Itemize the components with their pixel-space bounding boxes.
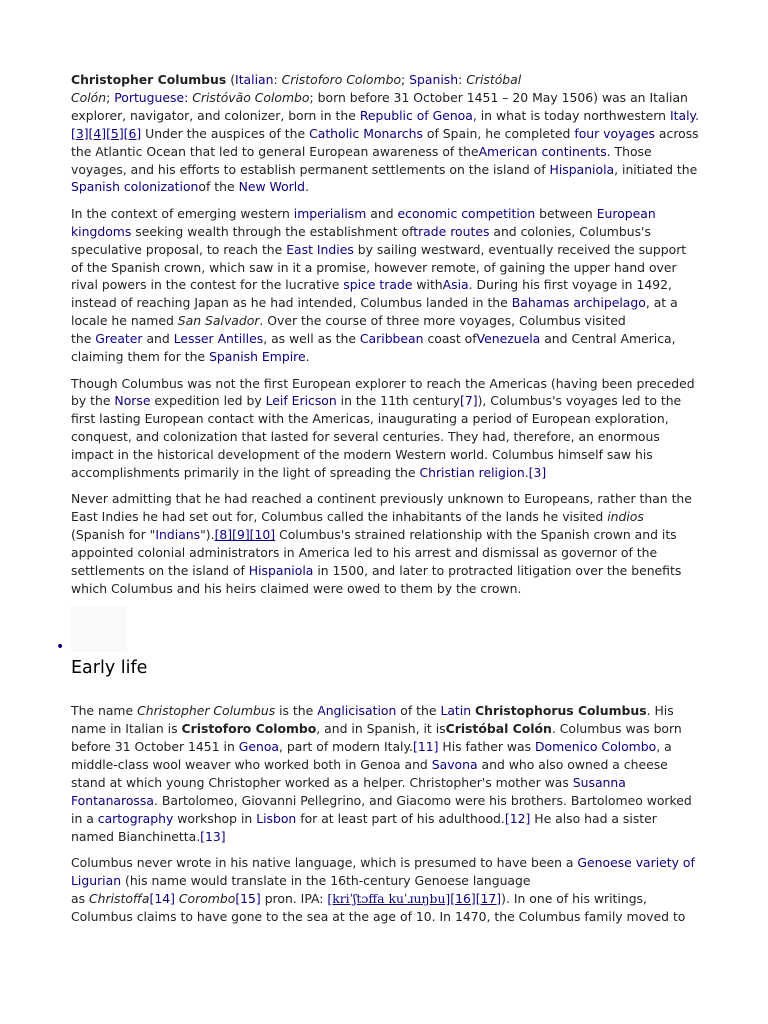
text-run: Corombo [178,890,236,906]
text-run: : [458,72,467,87]
wiki-link[interactable]: Norse [114,393,151,409]
text-run: Never admitting that he had reached a continent previously unknown to Europeans, rather than the East Indies he had set out for, Columbus called the inhabitants of the lands he visited [71,491,692,525]
text-run: . [695,107,700,123]
wiki-link[interactable]: Portuguese [114,89,185,105]
wiki-link[interactable]: Genoese variety of Ligurian [71,855,695,889]
paragraph [71,490,701,597]
text-run: . [305,349,310,365]
text-run: Christoffa [89,890,150,906]
wiki-link[interactable]: European kingdoms [71,205,656,239]
list-bullet: • [56,639,65,656]
wiki-link[interactable]: Savona [431,757,478,773]
text-run: Columbus's strained relationship with the Spanish crown and its appointed colonial administrators in America led to his arrest and dismissal as governor of the settlements on the island of [71,527,677,579]
wiki-link[interactable]: [7] [460,393,478,409]
text-run: Though Columbus was not the first European explorer to reach the Americas (having been preceded by the [71,375,695,409]
text-run: , as well as the [263,331,360,347]
text-run: by sailing westward, eventually received the support of the Spanish crown, which saw in it a promise, however remote, of gaining the upper hand over rival powers in the contest for the lucrative [71,241,687,293]
text-run: as [71,890,89,906]
wiki-link[interactable]: Lesser Antilles [173,331,264,347]
article-body [56,71,701,934]
text-run: and who also owned a cheese stand at which young Christopher worked as a helper. Christopher's mother was [71,757,668,790]
text-run: Christophorus Columbus [475,703,647,719]
text-run: (Spanish for " [71,527,156,543]
text-run: Cristóbal [466,72,522,87]
text-run: , and in Spanish, it is [316,721,446,737]
text-run: , initiated the [614,161,698,177]
wiki-link[interactable]: [15] [235,890,261,906]
text-run: in the 11th century [336,393,461,409]
wiki-link[interactable]: Asia [442,277,469,293]
text-run: Colón [71,89,107,105]
wiki-link[interactable]: Lisbon [256,810,297,826]
paragraph [71,375,701,482]
text-run: He also had a sister named Bianchinetta. [71,810,657,844]
wiki-link[interactable]: East Indies [286,241,354,257]
text-run: Cristóvão Colombo [192,89,310,105]
text-run: coast of [423,331,477,347]
wiki-link[interactable]: Christian religion [419,465,525,481]
wiki-link[interactable]: Bahamas archipelago [511,295,646,311]
wiki-link[interactable]: [11] [413,739,439,755]
wiki-link[interactable]: Anglicisation [317,703,397,719]
text-run: San Salvador [177,313,260,329]
wiki-link[interactable]: [16][17] [450,890,502,906]
text-run: , at a locale he named [71,295,678,329]
wiki-link[interactable]: Hispaniola [248,563,314,579]
text-run: ; [401,72,410,87]
text-run: ). In one of his writings, Columbus claims to have gone to the sea at the age of 10. In 1470, the Columbus family moved to [71,890,686,924]
text-run: of Spain, he completed [422,125,575,141]
wiki-link[interactable]: [12] [504,810,531,826]
wiki-link[interactable]: : [184,89,193,105]
wiki-link[interactable]: Hispaniola [549,161,615,177]
image-placeholder [71,606,127,652]
text-run: and Central America, claiming them for the [71,331,676,365]
text-run: ; [106,89,115,105]
wiki-link[interactable]: Latin [440,703,472,719]
wiki-link[interactable]: four voyages [574,125,655,141]
text-run: (his name would translate in the 16th-century Genoese language [121,873,531,889]
text-run: Christopher Columbus [71,72,227,87]
text-run: "). [200,527,215,543]
wiki-link[interactable]: [3][4][5][6] [71,125,142,141]
wiki-link[interactable]: [kriˈʃtɔffa kuˈɹuŋbu] [327,890,451,906]
text-run: . Over the course of three more voyages, Columbus visited [259,313,626,329]
paragraph [71,702,701,845]
text-run: expedition led by [150,393,266,409]
wiki-link[interactable]: Spanish [409,72,459,87]
wiki-link[interactable]: Genoa [238,739,280,755]
text-run: Under the auspices of the [141,125,310,141]
text-run: His father was [438,739,535,755]
text-run: , part of modern Italy. [279,739,413,755]
wiki-link[interactable]: [13] [200,828,226,844]
wiki-link[interactable]: Italian [235,72,274,87]
wiki-link[interactable]: Catholic Monarchs [309,125,423,141]
text-run: for at least part of his adulthood. [296,810,505,826]
paragraph [71,205,701,366]
text-run: . Those voyages, and his efforts to establish permanent settlements on the island of [71,143,652,177]
wiki-link[interactable]: imperialism [293,205,367,221]
wiki-link[interactable]: Caribbean [359,331,424,347]
wiki-link[interactable]: New World [238,179,306,195]
text-run: pron. IPA: [260,890,328,906]
text-run: and [142,331,174,347]
wiki-link[interactable]: Greater [95,331,143,347]
wiki-link[interactable]: American continents [478,143,607,159]
text-run: workshop in [173,810,257,826]
wiki-link[interactable]: Italy [669,107,696,123]
text-run: of the [396,703,441,719]
section-heading-early-life: Early life [71,658,148,679]
text-run: ; born before 31 October 1451 – 20 May 1506) was an Italian explorer, navigator, and colonizer, born in the [71,89,688,123]
text-run: Columbus never wrote in his native language, which is presumed to have been a [71,855,578,871]
wiki-link[interactable]: Venezuela [476,331,541,347]
text-run: in 1500, and later to protracted litigation over the benefits which Columbus and his heirs claimed were owed to them by the crown. [71,563,682,596]
text-run: . Columbus was born before 31 October 1451 in [71,721,682,755]
text-run: of the [198,179,239,195]
wiki-link[interactable]: Republic of Genoa [359,107,473,123]
text-run: , in what is today northwestern [472,107,670,123]
text-run: Cristoforo Colombo [181,721,317,737]
wiki-link[interactable]: Spanish Empire [209,349,306,365]
intro-section [71,71,701,598]
text-run: ), Columbus's voyages led to the first lasting European contact with the Americas, inaugurating a period of European exploration, conquest, and colonization that lasted for several centuries. They had, therefore, an enormous impact in the historical development of the modern Western world. Columbus himself saw his accomplishments primarily in the light of spreading the [71,393,682,481]
text-run: and [366,205,398,221]
wiki-link[interactable]: spice trade [343,277,413,293]
text-run: between [535,205,597,221]
wiki-link[interactable]: Domenico Colombo [534,739,657,755]
early-life-section [71,702,701,925]
text-run: . His name in Italian is [71,703,674,737]
wiki-link[interactable]: Indians [155,527,201,543]
wiki-link[interactable]: [14] [149,890,175,906]
wiki-link[interactable]: Leif Ericson [265,393,337,409]
text-run: . Bartolomeo, Giovanni Pellegrino, and Giacomo were his brothers. Bartolomeo worked in a [71,792,692,826]
wiki-link[interactable]: trade routes [413,223,490,239]
text-run: ( [226,72,236,87]
wiki-link[interactable]: Susanna Fontanarossa [71,775,626,808]
text-run: across the Atlantic Ocean that led to general European awareness of the [71,125,699,159]
text-run: . [305,179,310,195]
text-run: Cristoforo Colombo [281,72,402,87]
text-run: The name [71,703,138,719]
wiki-link[interactable]: [3] [528,465,547,481]
text-run: the [71,331,96,347]
text-run: indios [607,509,644,525]
text-run: : [273,72,282,87]
text-run: Cristóbal Colón [445,721,552,737]
paragraph [71,71,701,196]
text-run: In the context of emerging western [71,205,294,221]
paragraph [71,854,701,926]
text-run: and colonies, Columbus's speculative proposal, to reach the [71,223,651,257]
text-run: , a middle-class wool weaver who worked both in Genoa and [71,739,672,773]
text-run: with [412,277,443,293]
text-run: is the [275,703,318,719]
wiki-link[interactable]: Spanish colonization [71,179,199,195]
text-run: seeking wealth through the establishment of [131,223,414,239]
wiki-link[interactable]: economic competition [397,205,536,221]
text-run: . [524,465,529,481]
text-run: Christopher Columbus [137,703,276,719]
text-run: . During his first voyage in 1492, instead of reaching Japan as he had intended, Columbus landed in the [71,277,672,311]
wiki-link[interactable]: cartography [97,810,174,826]
section-header [56,639,701,680]
wiki-link[interactable]: [8][9][10] [214,527,276,543]
